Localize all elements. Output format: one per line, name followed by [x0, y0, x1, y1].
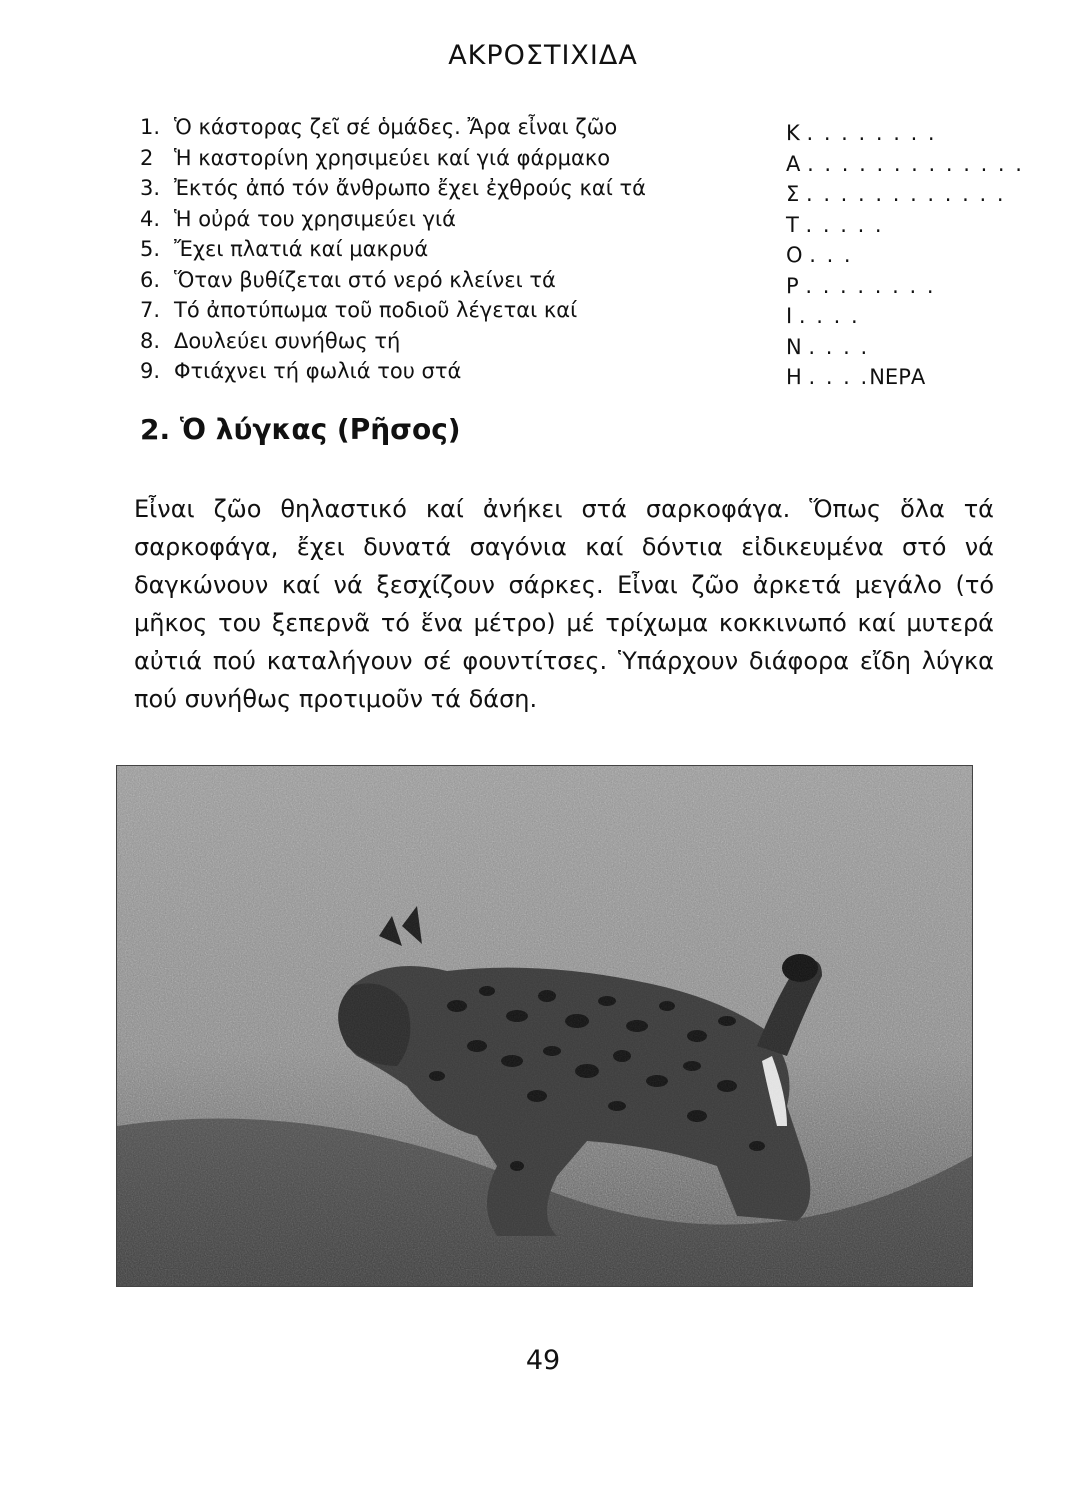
- page-title: ΑΚΡΟΣΤΙΧΙΔΑ: [448, 40, 638, 71]
- clue-item: [140, 234, 750, 265]
- clue-item: [140, 143, 750, 174]
- acrostic-row: [786, 149, 1024, 180]
- answer-blank: . . . . .: [805, 212, 884, 237]
- clue-item: [140, 173, 750, 204]
- clue-text: Τό ἀποτύπωμα τοῦ ποδιοῦ λέγεται καί: [174, 298, 578, 322]
- clue-number: 6.: [140, 267, 161, 292]
- clue-number: 7.: [140, 298, 161, 322]
- answer-suffix: ΝΕΡΑ: [869, 365, 926, 389]
- acrostic-row: [786, 271, 996, 302]
- clue-text: Ὁ κάστορας ζεῖ σέ ὁμάδες. Ἄρα εἶναι ζῶο: [174, 115, 618, 139]
- acrostic-letter: Σ: [786, 182, 800, 206]
- section-heading: 2. Ὁ λύγκας (Ρῆσος): [140, 413, 461, 446]
- acrostic-row: [786, 362, 996, 393]
- clue-number: 3.: [140, 176, 161, 200]
- lynx-photo: [116, 765, 973, 1287]
- lynx-photo-illustration: [117, 766, 972, 1286]
- clue-number: 5.: [140, 237, 161, 261]
- acrostic-letter: Ρ: [786, 273, 799, 298]
- answer-blank: . . . . . . . .: [805, 273, 936, 298]
- clue-number: 2: [140, 145, 154, 170]
- answer-blank: . . . .: [808, 334, 870, 359]
- clue-number: 9.: [140, 359, 161, 383]
- acrostic-row: [786, 179, 1006, 210]
- clue-item: [140, 204, 750, 235]
- clue-number: 1.: [140, 115, 161, 139]
- acrostic-letter: Ι: [786, 304, 793, 328]
- clue-item: [140, 326, 750, 357]
- acrostic-row: [786, 301, 996, 332]
- acrostic-letter: Τ: [786, 212, 799, 237]
- clue-text: Ἔχει πλατιά καί μακρυά: [174, 237, 429, 261]
- acrostic-letter: Ο: [786, 243, 803, 267]
- clue-number: 4.: [140, 206, 161, 231]
- clue-text: Ἡ καστορίνη χρησιμεύει καί γιά φάρμακο: [174, 145, 611, 170]
- answer-blank: . . . . . . . . . . . . .: [807, 151, 1024, 176]
- clue-item: [140, 295, 750, 326]
- clue-item: [140, 112, 750, 143]
- acrostic-letter: Α: [786, 151, 801, 176]
- acrostic-letter: Κ: [786, 121, 800, 145]
- clue-item: [140, 265, 750, 296]
- acrostic-row: [786, 332, 996, 363]
- answer-blank: . . . . . . . . . . . .: [805, 182, 1006, 206]
- acrostic-row: [786, 118, 996, 149]
- clue-number: 8.: [140, 328, 161, 353]
- acrostic-row: [786, 210, 996, 241]
- clue-text: Ἐκτός ἀπό τόν ἄνθρωπο ἔχει ἐχθρούς καί τά: [174, 176, 646, 200]
- acrostic-letter: Η: [786, 365, 802, 389]
- acrostic-clues: [140, 112, 750, 387]
- answer-blank: . . . . . . . .: [806, 121, 937, 145]
- acrostic-column: [786, 118, 1024, 393]
- clue-text: Ἡ οὐρά του χρησιμεύει γιά: [174, 206, 456, 231]
- body-paragraph: Εἶναι ζῶο θηλαστικό καί ἀνήκει στά σαρκοφάγα. Ὅπως ὅλα τά σαρκοφάγα, ἔχει δυνατά σαγόνια καί δόντια εἰδικευμένα στό νά δαγκώνουν καί νά ξεσχίζουν σάρκες. Εἶναι ζῶο ἀρκετά μεγάλο (τό μῆκος του ξεπερνᾶ τό ἕνα μέτρο) μέ τρίχωμα κοκκινωπό καί μυτερά αὐτιά πού καταλήγουν σέ φουντίτσες. Ὑπάρχουν διάφορα εἴδη λύγκα πού συνήθως προτιμοῦν τά δάση.: [134, 495, 994, 713]
- acrostic-letter: Ν: [786, 334, 802, 359]
- answer-blank: . . . .: [798, 304, 860, 328]
- clue-item: [140, 356, 750, 387]
- answer-blank: . . . .: [808, 365, 870, 389]
- acrostic-row: [786, 240, 996, 271]
- clue-text: Δουλεύει συνήθως τή: [174, 328, 401, 353]
- page-number: 49: [525, 1345, 561, 1376]
- clue-text: Ὅταν βυθίζεται στό νερό κλείνει τά: [174, 267, 556, 292]
- answer-blank: . . .: [809, 243, 853, 267]
- clue-text: Φτιάχνει τή φωλιά του στά: [174, 359, 462, 383]
